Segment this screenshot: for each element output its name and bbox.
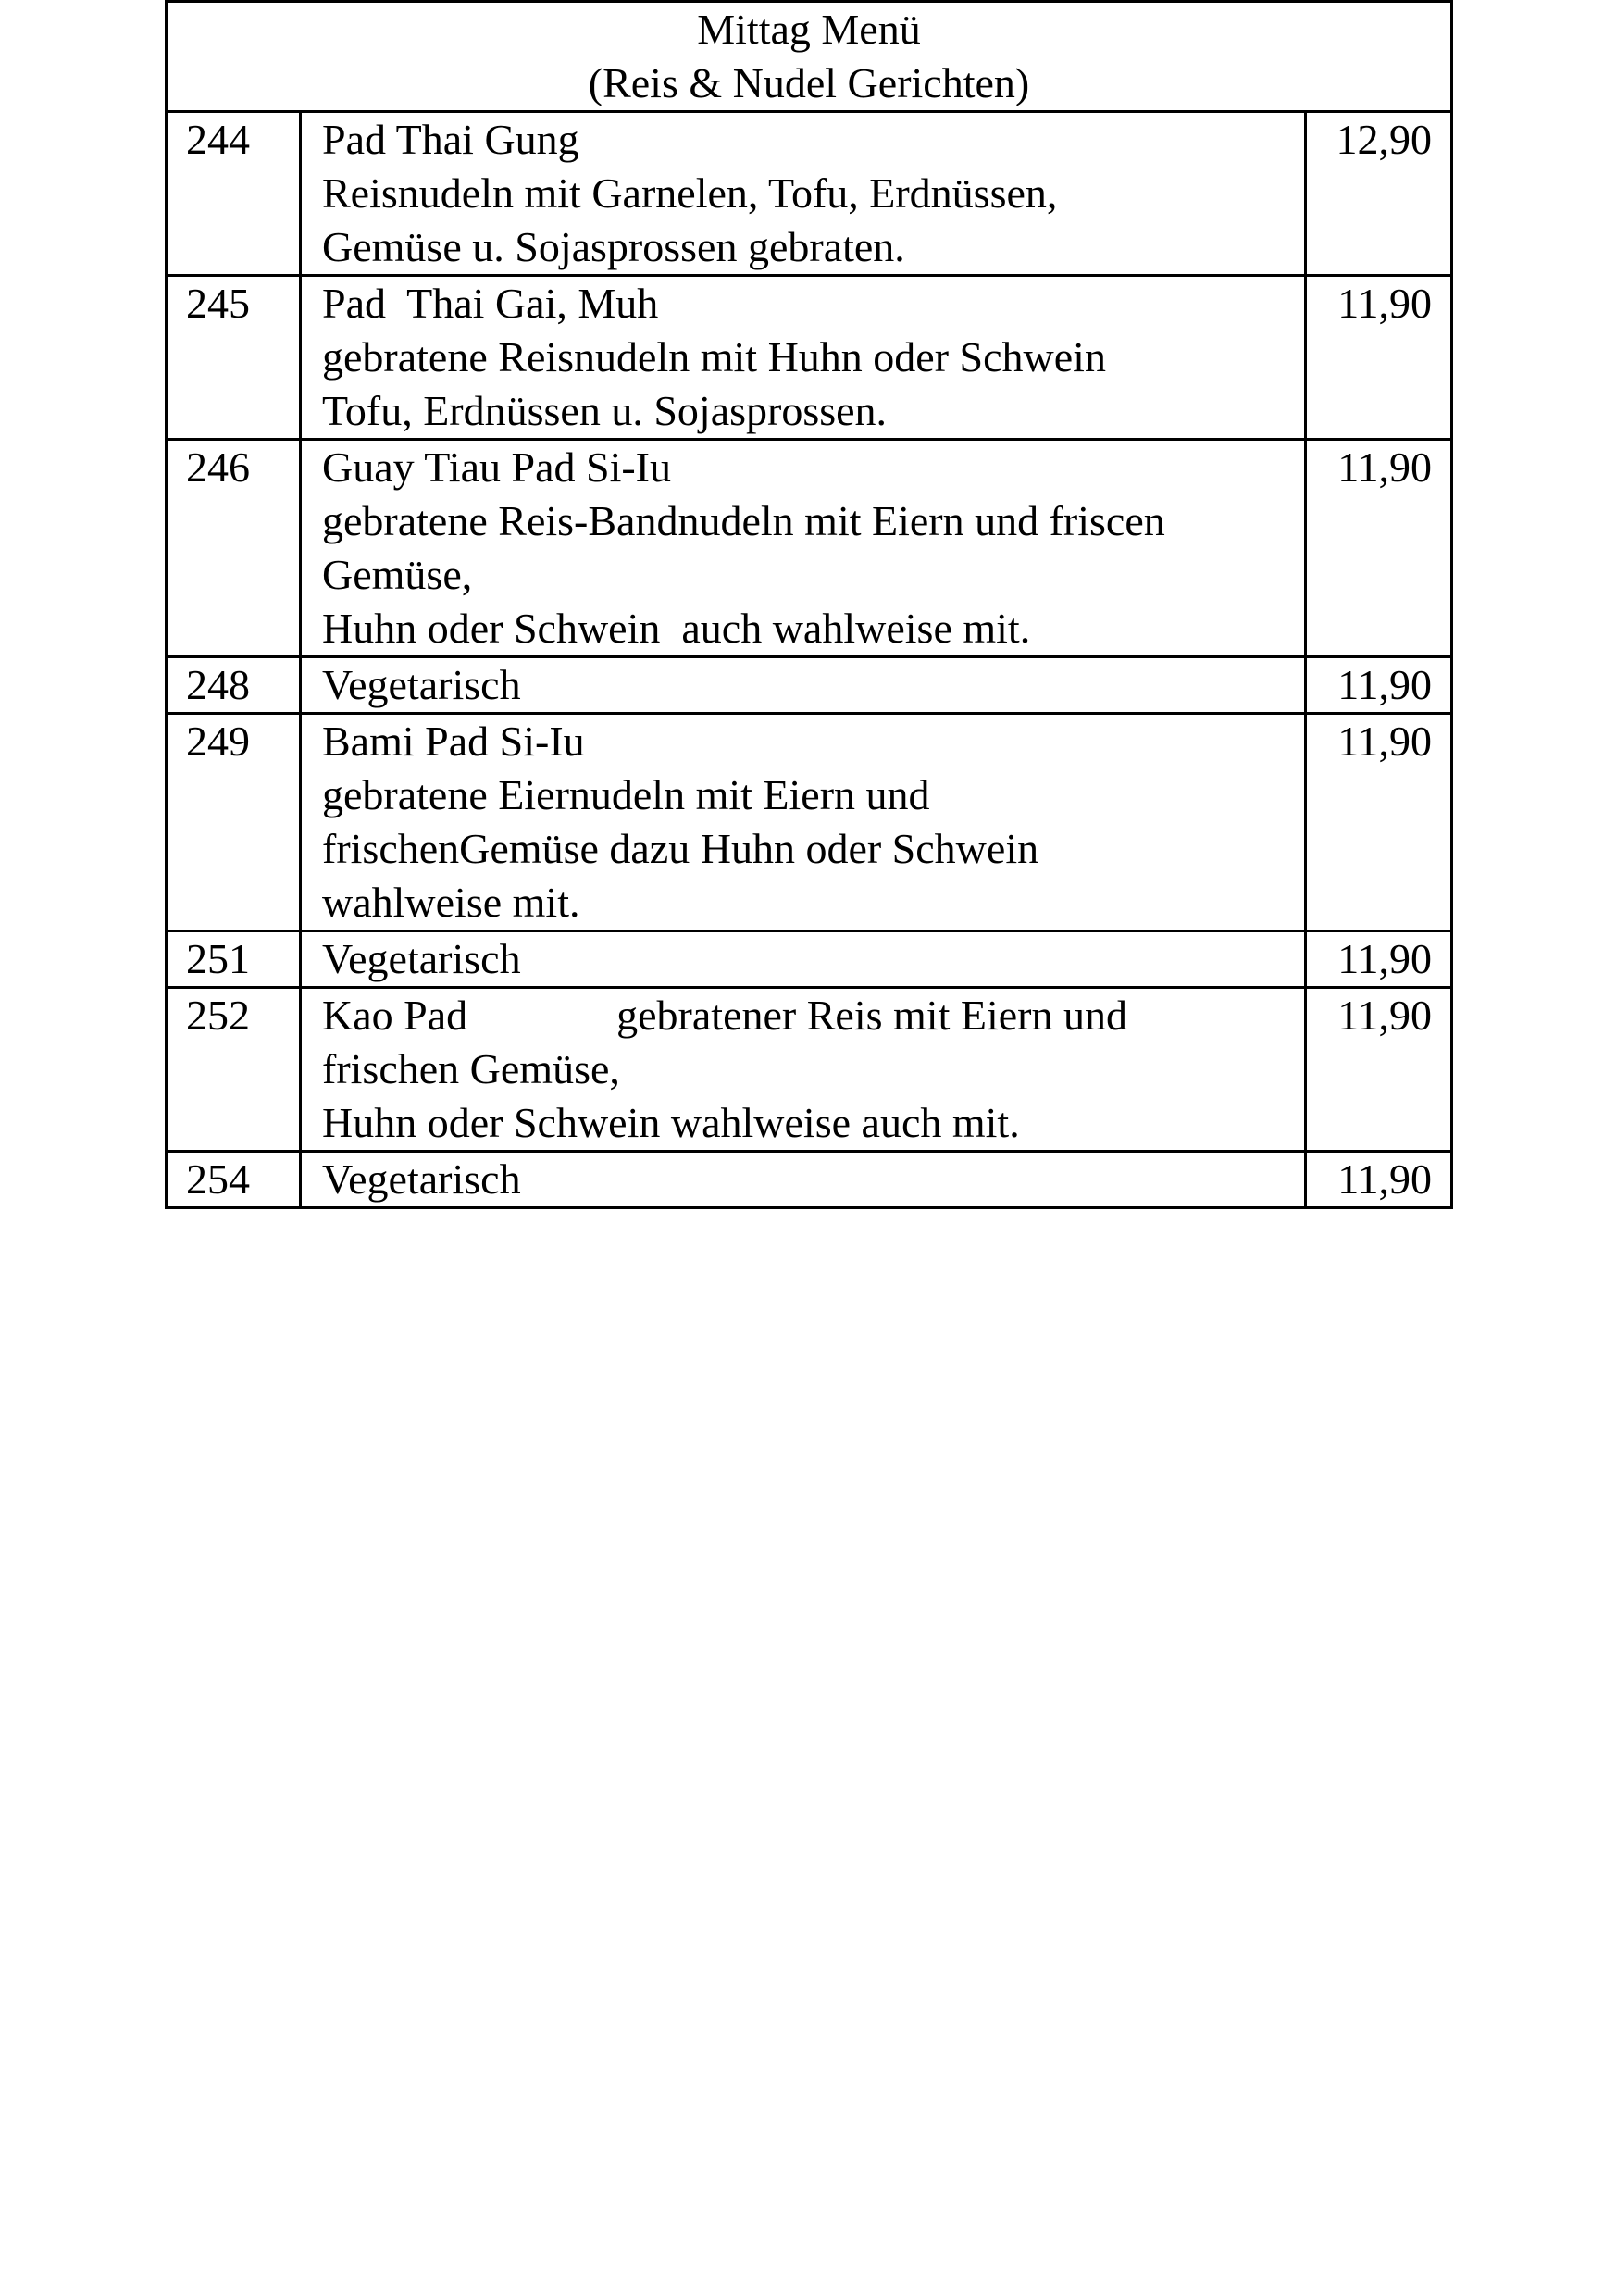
menu-row-252 [167,988,1452,1152]
item-price: 11,90 [1305,440,1451,657]
menu-row-254 [167,1152,1452,1208]
item-price: 11,90 [1305,1152,1451,1208]
menu-row-245 [167,276,1452,440]
item-name: Vegetarisch [322,1155,521,1203]
item-detail-line: wahlweise mit. [322,879,580,926]
item-number: 245 [167,276,301,440]
item-detail-line: frischenGemüse dazu Huhn oder Schwein [322,825,1039,872]
menu-header [167,2,1452,112]
item-detail-line: gebratene Reis-Bandnudeln mit Eiern und friscen [322,497,1165,544]
item-number: 254 [167,1152,301,1208]
menu-row-248 [167,657,1452,714]
item-number: 248 [167,657,301,714]
item-name: Pad Thai Gung [322,116,579,163]
item-description [301,931,1306,988]
item-detail-line: Tofu, Erdnüssen u. Sojasprossen. [322,387,888,434]
item-detail-line: Gemüse, [322,551,473,598]
item-description [301,657,1306,714]
item-name: Guay Tiau Pad Si-Iu [322,443,671,491]
item-description [301,440,1306,657]
item-detail-line: gebratene Eiernudeln mit Eiern und [322,771,930,818]
item-description [301,988,1306,1152]
item-price: 11,90 [1305,931,1451,988]
item-name: Kao Pad gebratener Reis mit Eiern und [322,992,1127,1039]
item-price: 11,90 [1305,276,1451,440]
item-price: 11,90 [1305,988,1451,1152]
item-price: 11,90 [1305,657,1451,714]
item-name: Vegetarisch [322,935,521,982]
item-detail-line: Huhn oder Schwein wahlweise auch mit. [322,1099,1020,1146]
item-number: 244 [167,112,301,276]
menu-row-251 [167,931,1452,988]
menu-header-row [167,2,1452,112]
item-name: Bami Pad Si-Iu [322,718,585,765]
item-detail-line: Huhn oder Schwein auch wahlweise mit. [322,605,1031,652]
item-detail-line: gebratene Reisnudeln mit Huhn oder Schwein [322,333,1106,381]
item-number: 251 [167,931,301,988]
item-detail-line: frischen Gemüse, [322,1045,620,1092]
item-name: Vegetarisch [322,661,521,708]
item-detail-line: Reisnudeln mit Garnelen, Tofu, Erdnüssen, [322,169,1058,217]
item-number: 246 [167,440,301,657]
menu-subtitle: (Reis & Nudel Gerichten) [588,59,1030,106]
menu-title: Mittag Menü [697,6,921,53]
menu-row-249 [167,714,1452,931]
item-number: 249 [167,714,301,931]
menu-row-244 [167,112,1452,276]
item-price: 11,90 [1305,714,1451,931]
item-number: 252 [167,988,301,1152]
item-description [301,1152,1306,1208]
item-description [301,276,1306,440]
item-price: 12,90 [1305,112,1451,276]
item-description [301,112,1306,276]
item-detail-line: Gemüse u. Sojasprossen gebraten. [322,223,905,270]
item-name: Pad Thai Gai, Muh [322,280,659,327]
item-description [301,714,1306,931]
menu-table [165,0,1453,1209]
menu-row-246 [167,440,1452,657]
